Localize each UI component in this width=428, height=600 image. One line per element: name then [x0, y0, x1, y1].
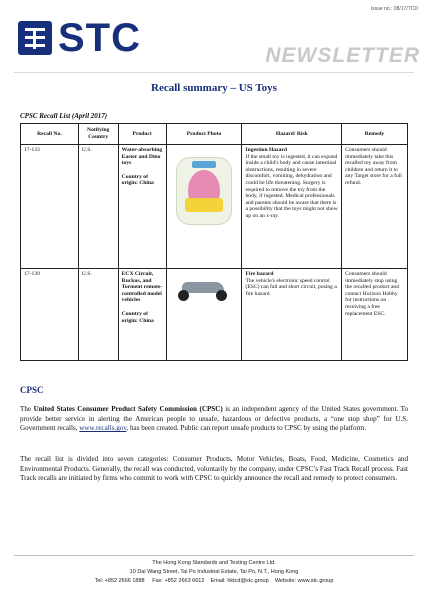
product-name: Water-absorbing Easter and Dino toys [121, 147, 163, 167]
issue-number: Issue no.: 08/17/TCD [370, 6, 418, 12]
newsletter-banner: NEWSLETTER [265, 44, 420, 67]
footer-company: The Hong Kong Standards and Testing Centre Ltd. [152, 560, 276, 566]
product-name: ECX Circuit, Ruckus, and Torment remote-controlled model vehicles [121, 271, 163, 304]
recall-table [20, 123, 408, 361]
recalls-gov-link[interactable]: www.recalls.gov [79, 424, 127, 433]
hazard-title: Ingestion Hazard [245, 147, 287, 153]
footer-email[interactable]: Email: hktcd@stc.group [210, 578, 269, 584]
header-divider [14, 72, 414, 73]
hazard-title: Fire hazard [245, 271, 274, 277]
footer-tel: Tel: +852 2666 1888 [94, 578, 145, 584]
photo-cell [166, 269, 242, 361]
product-origin: Country of origin: China [121, 173, 154, 187]
recall-no-cell: 17-139 [21, 269, 79, 361]
col-header-country: Notifying Country [78, 124, 118, 145]
cpsc-section-title: CPSC [20, 385, 44, 395]
rc-car-photo [176, 279, 232, 301]
cpsc-paragraph-1 [20, 405, 408, 434]
stc-logo-icon [18, 21, 52, 55]
footer-contact [0, 578, 428, 585]
p1-before: The [20, 405, 34, 413]
col-header-photo: Product Photo [166, 124, 242, 145]
country-cell: U.S. [78, 269, 118, 361]
footer-website[interactable]: Website: www.stc.group [274, 578, 334, 584]
egg-toy-photo [176, 157, 232, 225]
photo-cell [166, 145, 242, 269]
product-cell [118, 145, 166, 269]
hazard-text: If the small toy is ingested, it can expand inside a child's body and cause intestinal obstructions, resulting in severe discomfort, vomiting, dehydration and could be life threatening. Surgery is required to remove the toy from the body, if ingested. Medical professionals and parents should be aware that there is a possibility that the toys might not show up on an x-ray. [245, 153, 338, 219]
col-header-remedy: Remedy [342, 124, 408, 145]
cpsc-paragraph-2: The recall list is divided into seven categories: Consumer Products, Motor Vehicles, Boats, Food, Medicine, Cosmetics and Environmental Products. Generally, the recall was conducted, voluntarily by the company, under CPSC’s Fast Track Recall process. Fast Track recalls are initiated by firms who commit to work with CPSC to quickly announce the recall and remedy to protect consumers. [20, 455, 408, 483]
footer-fax: Fax: +852 2663 6612 [152, 578, 205, 584]
country-cell: U.S. [78, 145, 118, 269]
col-header-product: Product [118, 124, 166, 145]
product-origin: Country of origin: China [121, 310, 154, 324]
remedy-cell: Consumers should immediately take this recalled toy away from children and return it to any Target store for a full refund. [342, 145, 408, 269]
footer-address: 10 Dai Wang Street, Tai Po Industrial Estate, Tai Po, N.T., Hong Kong [129, 569, 299, 575]
page-title: Recall summary – US Toys [151, 82, 277, 94]
col-header-recall-no: Recall No. [21, 124, 79, 145]
hazard-cell [242, 269, 342, 361]
hazard-cell [242, 145, 342, 269]
remedy-cell: Consumers should immediately stop using the recalled product and contact Horizon Hobby for instructions on receiving a free replacement ESC. [342, 269, 408, 361]
recall-list-title: CPSC Recall List (April 2017) [20, 112, 108, 120]
col-header-hazard: Hazard/ Risk [242, 124, 342, 145]
table-row [21, 145, 408, 269]
table-header-row [21, 124, 408, 145]
product-cell [118, 269, 166, 361]
recall-no-cell: 17-133 [21, 145, 79, 269]
brand-logo-text: STC [58, 16, 141, 60]
hazard-text: The vehicle's electronic speed control (ESC) can fail and short circuit, posing a fire hazard [245, 277, 337, 297]
table-row [21, 269, 408, 361]
footer-divider [14, 555, 414, 556]
p1-middle: is an independent agency of the United States government. To provide better service in alerting the American people to unsafe, hazardous or defective products, a “one stop shop” for U.S. Government recalls, [20, 405, 408, 433]
p1-after: , has been created. Public can report unsafe products to CPSC by using the platform. [126, 424, 367, 433]
cpsc-agency-name: United States Consumer Product Safety Commission (CPSC) [33, 405, 223, 413]
